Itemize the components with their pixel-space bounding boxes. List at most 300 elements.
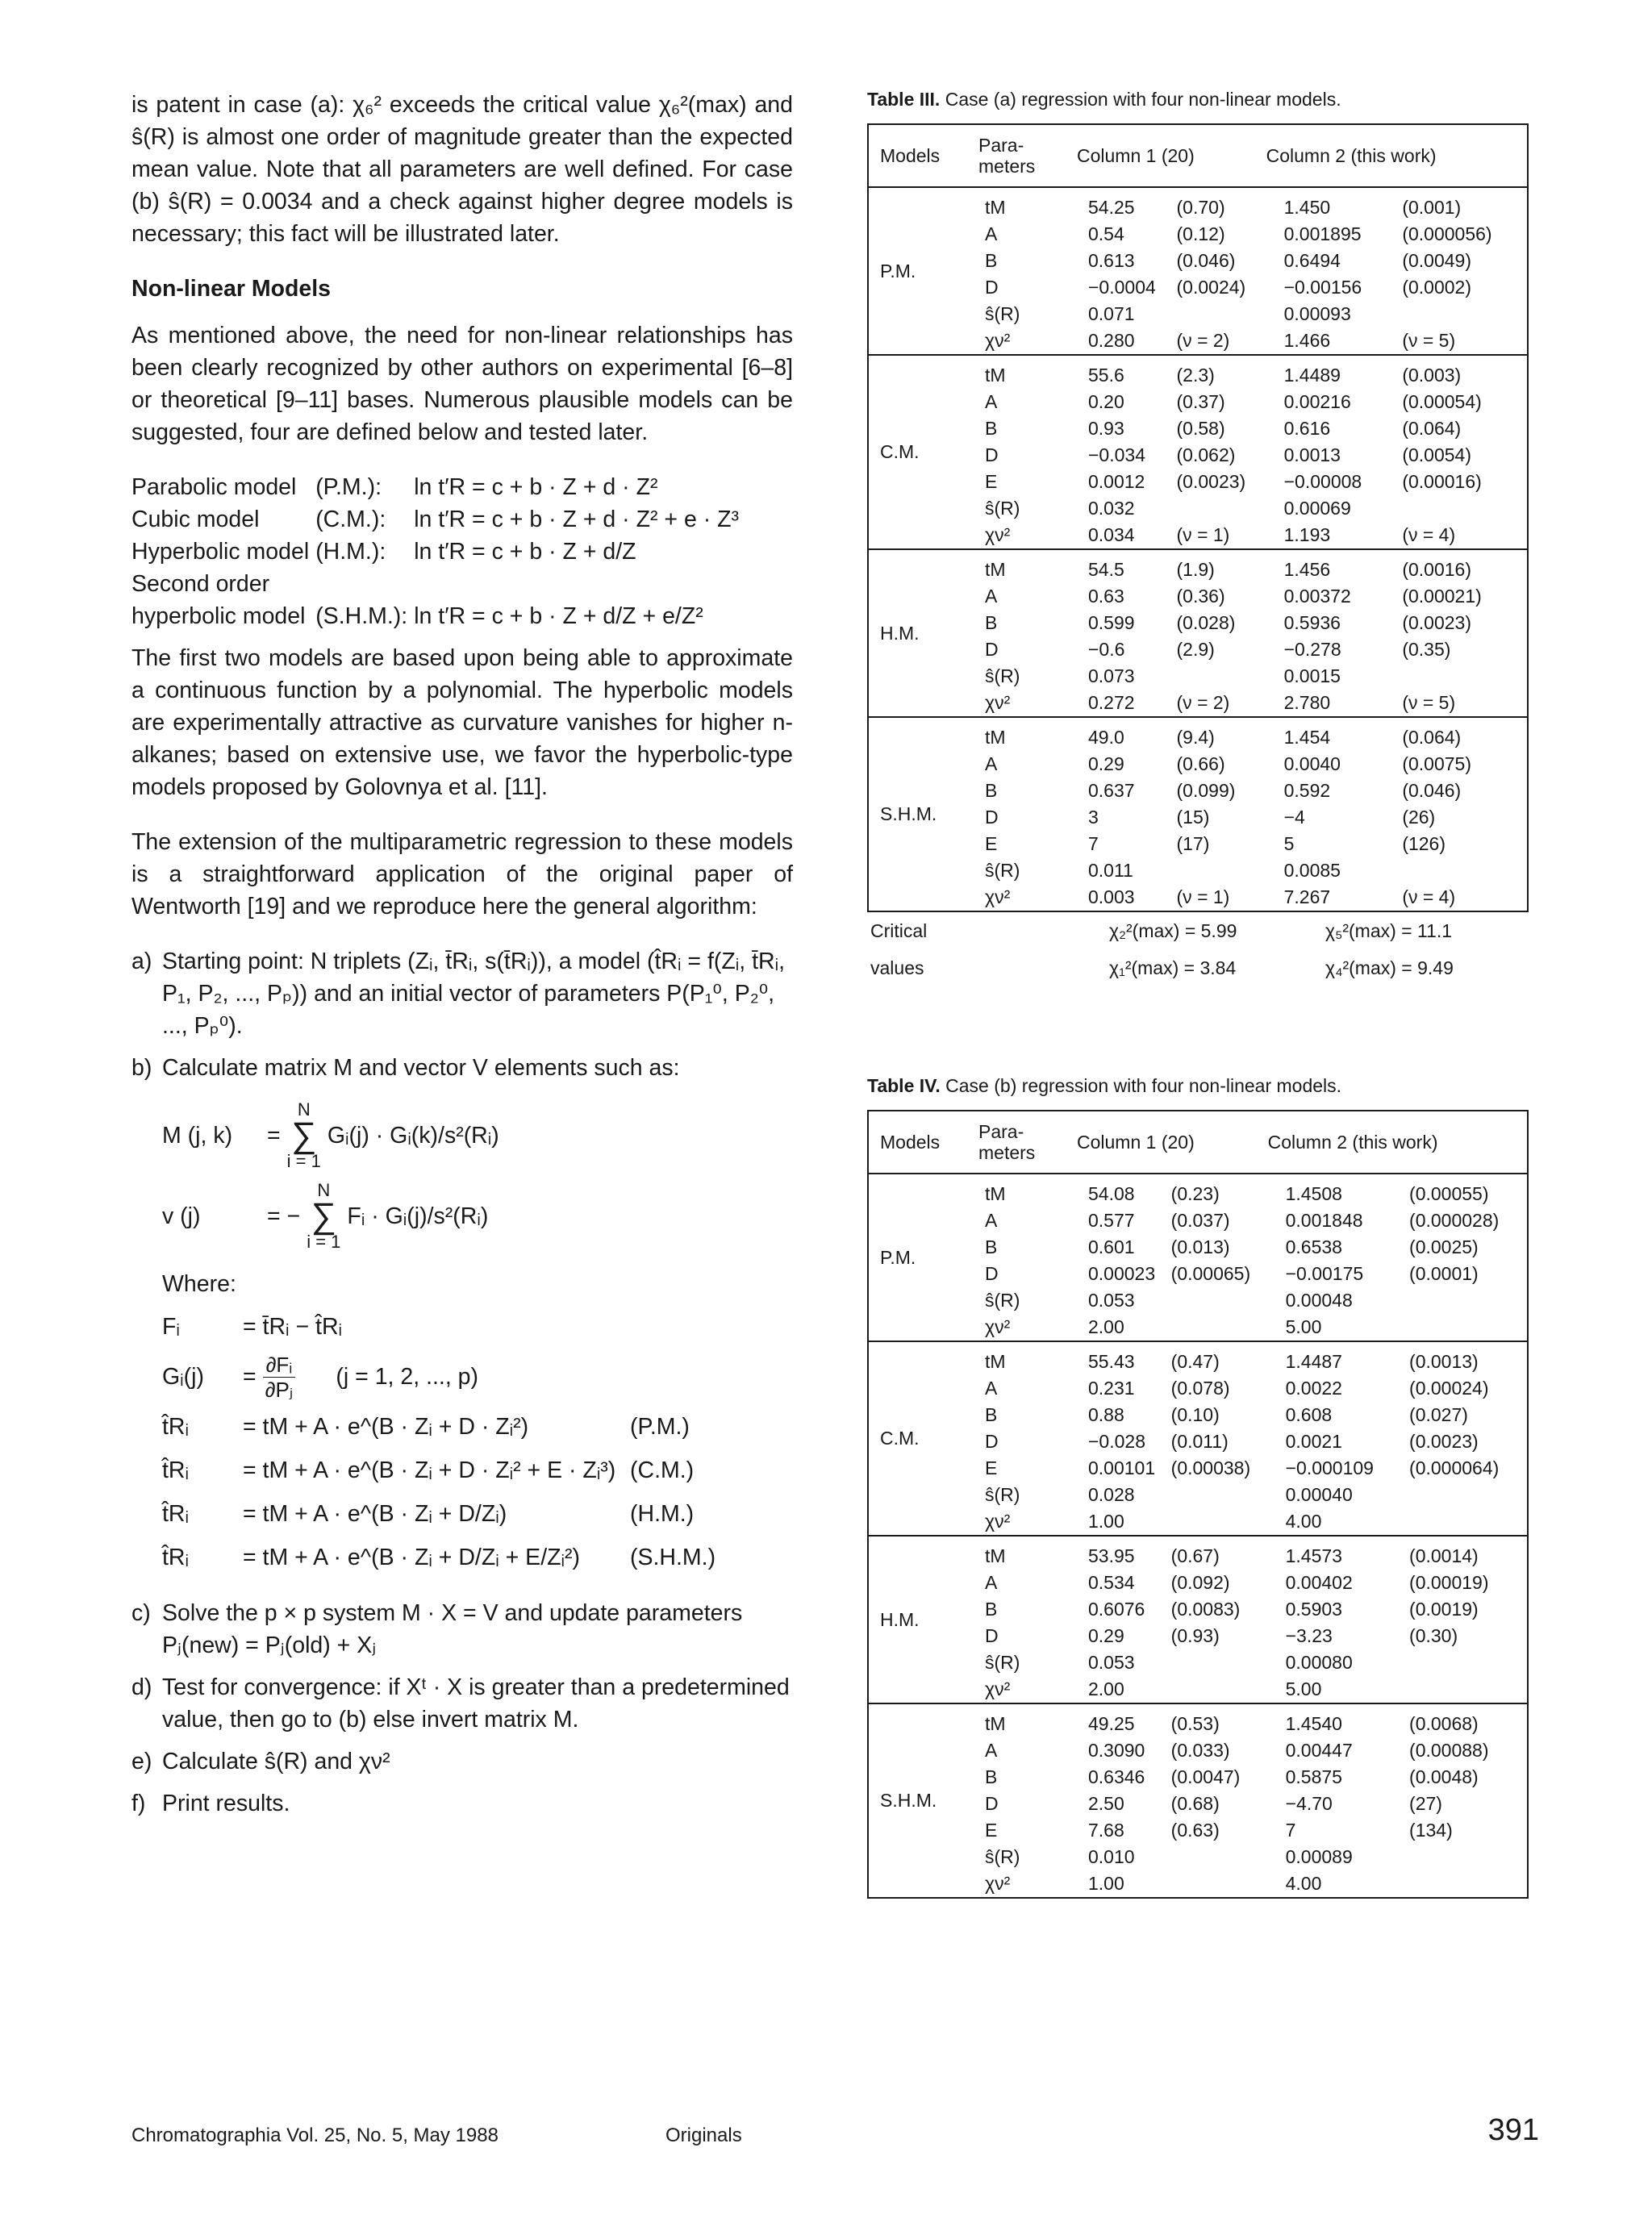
- sum-symbol: N ∑ i = 1: [286, 1099, 321, 1171]
- table-cell: [1174, 663, 1262, 690]
- table-cell: 0.5903: [1285, 1599, 1342, 1620]
- table-cell: E: [985, 1820, 998, 1841]
- table-cell: −0.028: [1088, 1431, 1145, 1452]
- column-header: Column 1 (20): [1072, 124, 1262, 187]
- journal-info: Chromatographia Vol. 25, No. 5, May 1988: [131, 2125, 499, 2146]
- column-header: Para- meters: [974, 1111, 1072, 1174]
- table-cell: A: [985, 1378, 998, 1399]
- table-cell: 0.280: [1088, 330, 1135, 351]
- table-cell: (0.0001): [1409, 1263, 1479, 1284]
- g-definition: Gᵢ(j) = $\frac{\text{∂Fᵢ}}{\text{∂Pⱼ}}$ (j = 1, 2, ..., p): [162, 1352, 478, 1402]
- table-cell: (ν = 4): [1402, 886, 1456, 907]
- table-cell: (9.4): [1174, 717, 1262, 751]
- table-cell: −0.00008: [1283, 471, 1362, 492]
- table-cell: 0.613: [1088, 250, 1135, 271]
- table-cell: χν²: [985, 330, 1011, 351]
- table-header-row: [868, 1111, 1528, 1174]
- table-cell: (0.033): [1170, 1740, 1230, 1761]
- table-cell: 1.4573: [1263, 1536, 1406, 1570]
- column-header: Models: [868, 1111, 974, 1174]
- table-cell: A: [985, 223, 998, 244]
- column-header: Column 2 (this work): [1262, 124, 1528, 187]
- table-cell: (15): [1176, 807, 1210, 828]
- table-cell: 5: [1283, 833, 1295, 854]
- table-cell: 0.608: [1285, 1404, 1333, 1425]
- table-cell: D: [985, 1431, 999, 1452]
- table-cell: (0.0025): [1409, 1236, 1479, 1257]
- table-cell: −0.000109: [1285, 1457, 1374, 1478]
- model-row: Hyperbolic model (H.M.): ln t′R = c + b · Z + d/Z: [131, 539, 636, 565]
- table-cell: 0.5875: [1285, 1766, 1342, 1787]
- table-cell: (0.078): [1170, 1378, 1230, 1399]
- table-cell: E: [985, 833, 998, 854]
- table-cell: χν²: [985, 1316, 1011, 1337]
- table-cell: −3.23: [1285, 1625, 1333, 1646]
- table-cell: 0.00093: [1283, 303, 1351, 324]
- table-cell: 0.053: [1088, 1290, 1135, 1311]
- table-cell: ŝ(R): [985, 1652, 1020, 1673]
- table-cell: 0.034: [1088, 524, 1135, 545]
- table-row: [868, 717, 1528, 751]
- table-cell: 0.032: [1088, 498, 1135, 519]
- table-cell: [1174, 857, 1262, 884]
- table-cell: (0.63): [1170, 1820, 1220, 1841]
- table-cell: 0.601: [1088, 1236, 1135, 1257]
- table-cell: 1.4508: [1285, 1183, 1342, 1204]
- table-cell: 49.0: [1072, 717, 1174, 751]
- table-cell: (0.66): [1176, 753, 1225, 774]
- table-cell: (0.37): [1176, 391, 1225, 412]
- table-cell: [1168, 1482, 1263, 1508]
- table-cell: [1406, 1870, 1528, 1898]
- table-cell: (0.0047): [1170, 1766, 1241, 1787]
- table-cell: 1.466: [1283, 330, 1331, 351]
- table-cell: [1399, 663, 1528, 690]
- table-cell: [1406, 1649, 1528, 1676]
- table-cell: [1168, 1870, 1263, 1898]
- table-cell: (0.000028): [1409, 1210, 1500, 1231]
- table-cell: χν²: [985, 886, 1011, 907]
- table-cell: 0.63: [1088, 586, 1124, 607]
- table-cell: E: [985, 1457, 998, 1478]
- t-equation: t̂Rᵢ = tM + A · e^(B · Zᵢ + D/Zᵢ + E/Zᵢ²) (S.H.M.): [162, 1545, 716, 1570]
- model-cell: H.M.: [868, 1536, 974, 1703]
- table-cell: [1174, 301, 1262, 327]
- table-cell: (0.0023): [1402, 612, 1471, 633]
- table-cell: (ν = 4): [1402, 524, 1456, 545]
- table-cell: (0.003): [1399, 355, 1528, 389]
- table-cell: (ν = 5): [1402, 330, 1456, 351]
- table-cell: (1.9): [1174, 549, 1262, 583]
- right-column: [867, 89, 1537, 1899]
- table-cell: −0.034: [1088, 444, 1145, 465]
- table-cell: (0.00065): [1170, 1263, 1251, 1284]
- table-cell: ŝ(R): [985, 860, 1020, 881]
- table-cell: (0.064): [1402, 418, 1462, 439]
- table-cell: (0.00019): [1409, 1572, 1489, 1593]
- table-cell: 1.193: [1283, 524, 1331, 545]
- table-cell: (0.0024): [1176, 277, 1246, 298]
- table-cell: 0.599: [1088, 612, 1135, 633]
- table-cell: D: [985, 444, 999, 465]
- table-cell: −4.70: [1285, 1793, 1333, 1814]
- t-equation: t̂Rᵢ = tM + A · e^(B · Zᵢ + D · Zᵢ²) (P.M.): [162, 1414, 690, 1440]
- table-cell: 0.0085: [1283, 860, 1341, 881]
- table-cell: (0.35): [1402, 639, 1451, 660]
- table-cell: 1.4540: [1263, 1703, 1406, 1737]
- table-cell: tM: [974, 717, 1072, 751]
- table-cell: [1168, 1676, 1263, 1703]
- table-cell: 7.68: [1088, 1820, 1124, 1841]
- step-e: e) Calculate ŝ(R) and χν²: [131, 1749, 390, 1774]
- table-cell: (0.037): [1170, 1210, 1230, 1231]
- table-cell: A: [985, 1572, 998, 1593]
- table-cell: (27): [1409, 1793, 1442, 1814]
- table-cell: (134): [1409, 1820, 1453, 1841]
- table-cell: 1.4489: [1262, 355, 1400, 389]
- table-cell: (0.23): [1170, 1183, 1220, 1204]
- table-cell: χν²: [985, 1678, 1011, 1699]
- table-cell: 0.3090: [1088, 1740, 1145, 1761]
- table-cell: (ν = 2): [1176, 692, 1230, 713]
- table-cell: (0.000056): [1402, 223, 1492, 244]
- step-d: d) Test for convergence: if Xᵗ · X is greater than a predetermined value, then go to (b) else invert matrix M.: [131, 1674, 790, 1733]
- definitions: [131, 1305, 793, 1579]
- left-column: [131, 89, 793, 1829]
- table-cell: B: [985, 1236, 998, 1257]
- table-row: [868, 1536, 1528, 1570]
- table-cell: (ν = 2): [1176, 330, 1230, 351]
- table-row: [868, 187, 1528, 221]
- table-cell: (0.53): [1168, 1703, 1263, 1737]
- table-cell: tM: [985, 197, 1006, 218]
- table-cell: (0.0016): [1399, 549, 1528, 583]
- table-cell: 1.4487: [1263, 1341, 1406, 1375]
- table-cell: −0.00156: [1283, 277, 1362, 298]
- table-cell: ŝ(R): [985, 1846, 1020, 1867]
- table-cell: 1.00: [1088, 1511, 1124, 1532]
- table-cell: (0.0048): [1409, 1766, 1479, 1787]
- table-cell: [1399, 301, 1528, 327]
- table-cell: ŝ(R): [985, 665, 1020, 686]
- table-cell: [1168, 1508, 1263, 1536]
- table-cell: (0.0075): [1402, 753, 1471, 774]
- table-cell: 0.6346: [1088, 1766, 1145, 1787]
- column-header: Models: [868, 124, 974, 187]
- table-cell: (0.000064): [1409, 1457, 1500, 1478]
- table-cell: B: [985, 780, 998, 801]
- table-cell: χν²: [985, 1511, 1011, 1532]
- table-cell: 54.08: [1088, 1183, 1135, 1204]
- table-cell: [1168, 1314, 1263, 1341]
- table-cell: χν²: [985, 524, 1011, 545]
- table-cell: 0.20: [1088, 391, 1124, 412]
- table-cell: D: [985, 277, 999, 298]
- model-row: Parabolic model (P.M.): ln t′R = c + b · Z + d · Z²: [131, 474, 658, 500]
- table-cell: (0.58): [1176, 418, 1225, 439]
- table-cell: (2.9): [1176, 639, 1215, 660]
- m-formula: M (j, k) = N ∑ i = 1 Gᵢ(j) · Gᵢ(k)/s²(Rᵢ): [162, 1099, 499, 1171]
- table-cell: D: [985, 1625, 999, 1646]
- table-cell: 0.00402: [1285, 1572, 1353, 1593]
- t-equation: t̂Rᵢ = tM + A · e^(B · Zᵢ + D · Zᵢ² + E · Zᵢ³) (C.M.): [162, 1457, 695, 1483]
- table-cell: 0.6076: [1088, 1599, 1145, 1620]
- table-cell: 2.50: [1088, 1793, 1124, 1814]
- table-cell: ŝ(R): [985, 303, 1020, 324]
- table-cell: 0.0021: [1285, 1431, 1342, 1452]
- table-cell: [1406, 1844, 1528, 1870]
- table-cell: (17): [1176, 833, 1210, 854]
- table-cell: [1406, 1482, 1528, 1508]
- table-cell: tM: [974, 1536, 1072, 1570]
- table-cell: tM: [974, 1341, 1072, 1375]
- table-cell: (0.0049): [1402, 250, 1471, 271]
- table-cell: tM: [974, 355, 1072, 389]
- model-cell: S.H.M.: [868, 1703, 974, 1898]
- table-cell: 0.00216: [1283, 391, 1351, 412]
- table-cell: 0.010: [1088, 1846, 1135, 1867]
- table-cell: (0.00024): [1409, 1378, 1489, 1399]
- table-cell: 0.00069: [1283, 498, 1351, 519]
- column-header: Column 1 (20): [1072, 1111, 1263, 1174]
- table-cell: ŝ(R): [985, 1484, 1020, 1505]
- table-cell: 5.00: [1285, 1316, 1322, 1337]
- table-cell: (0.0068): [1406, 1703, 1528, 1737]
- table-cell: 0.073: [1088, 665, 1135, 686]
- table-cell: D: [985, 807, 999, 828]
- table-cell: 0.6538: [1285, 1236, 1342, 1257]
- table-cell: 0.071: [1088, 303, 1135, 324]
- table-cell: (0.0023): [1409, 1431, 1479, 1452]
- table-row: [868, 549, 1528, 583]
- table-cell: B: [985, 1766, 998, 1787]
- table-cell: 1.450: [1283, 197, 1331, 218]
- table-cell: 0.00447: [1285, 1740, 1353, 1761]
- table-cell: 0.001895: [1283, 223, 1362, 244]
- table-cell: 0.272: [1088, 692, 1135, 713]
- table-cell: (0.0083): [1170, 1599, 1241, 1620]
- table-cell: ŝ(R): [985, 1290, 1020, 1311]
- table-cell: [1168, 1844, 1263, 1870]
- step-f: f) Print results.: [131, 1791, 290, 1816]
- table-cell: 53.95: [1072, 1536, 1168, 1570]
- table-cell: (0.092): [1170, 1572, 1230, 1593]
- table-cell: (ν = 1): [1176, 886, 1230, 907]
- where-label: Where:: [162, 1271, 236, 1297]
- table-cell: B: [985, 250, 998, 271]
- table-cell: 49.25: [1072, 1703, 1168, 1737]
- model-cell: S.H.M.: [868, 717, 974, 911]
- table-row: [868, 1341, 1528, 1375]
- table-cell: (0.70): [1176, 197, 1225, 218]
- model-definitions: [131, 471, 745, 632]
- t-equation: t̂Rᵢ = tM + A · e^(B · Zᵢ + D/Zᵢ) (H.M.): [162, 1501, 695, 1527]
- table-cell: (0.046): [1176, 250, 1236, 271]
- section-name: Originals: [665, 2125, 742, 2146]
- table-cell: tM: [974, 549, 1072, 583]
- table-cell: 0.88: [1088, 1404, 1124, 1425]
- table-cell: [1168, 1649, 1263, 1676]
- paragraph-algorithm: The extension of the multiparametric regression to these models is a straightforward application of the original paper of Wentworth [19] and we reproduce here the general algorithm:: [131, 829, 793, 919]
- table-header-row: [868, 124, 1528, 187]
- page-number: 391: [1487, 2113, 1539, 2147]
- table-cell: [1399, 495, 1528, 522]
- table-cell: (2.3): [1174, 355, 1262, 389]
- table-cell: 7: [1285, 1820, 1296, 1841]
- table4: [867, 1110, 1529, 1899]
- table-cell: A: [985, 1210, 998, 1231]
- table-cell: −0.6: [1088, 639, 1125, 660]
- step-a: a) Starting point: N triplets (Zᵢ, t̄Rᵢ, s(t̄Rᵢ)), a model (t̂Rᵢ = f(Zᵢ, t̄Rᵢ, P₁, P₂, ..., Pₚ)) and an initial vector of parameters P(P₁⁰, P₂⁰, ..., Pₚ⁰).: [131, 949, 786, 1039]
- table-cell: (0.00054): [1402, 391, 1482, 412]
- table-cell: 1.454: [1262, 717, 1400, 751]
- table-cell: B: [985, 1404, 998, 1425]
- table-cell: (0.00038): [1170, 1457, 1251, 1478]
- table-cell: B: [985, 418, 998, 439]
- step-b: b) Calculate matrix M and vector V elements such as:: [131, 1055, 680, 1081]
- table-cell: [1174, 495, 1262, 522]
- table-cell: 0.028: [1088, 1484, 1135, 1505]
- table-cell: (0.046): [1402, 780, 1462, 801]
- model-row: Second order: [131, 571, 270, 597]
- table-cell: A: [985, 1740, 998, 1761]
- step-c: c) Solve the p × p system M · X = V and update parameters Pⱼ(new) = Pⱼ(old) + Xⱼ: [131, 1600, 743, 1658]
- model-cell: P.M.: [880, 260, 916, 281]
- critical-values: Critical χ₂²(max) = 5.99 χ₅²(max) = 11.1 values χ₁²(max) = 3.84 χ₄²(max) = 9.49: [870, 920, 1454, 978]
- table-cell: (ν = 5): [1402, 692, 1456, 713]
- table-cell: 0.592: [1283, 780, 1331, 801]
- table-cell: 0.011: [1088, 860, 1133, 881]
- table-row: [868, 1703, 1528, 1737]
- section-heading: Non-linear Models: [131, 276, 332, 302]
- table-cell: 2.780: [1283, 692, 1331, 713]
- table-cell: 0.00048: [1285, 1290, 1353, 1311]
- column-header: Para- meters: [974, 124, 1072, 187]
- table-row: [868, 1174, 1528, 1207]
- paragraph-intro: is patent in case (a): χ₆² exceeds the critical value χ₆²(max) and ŝ(R) is almost one order of magnitude greater than the expected mean value. Note that all parameters are well defined. For case (b) ŝ(R) = 0.0034 and a check against higher degree models is necessary; this fact will be illustrated later.: [131, 92, 793, 247]
- table-cell: 0.534: [1088, 1572, 1135, 1593]
- table-cell: (0.0014): [1406, 1536, 1528, 1570]
- table-cell: 0.00040: [1285, 1484, 1353, 1505]
- f-definition: Fᵢ = t̄Rᵢ − t̂Rᵢ: [162, 1314, 343, 1340]
- table-cell: 0.93: [1088, 418, 1124, 439]
- table-cell: B: [985, 612, 998, 633]
- table-cell: [1168, 1287, 1263, 1314]
- table-cell: χν²: [985, 692, 1011, 713]
- table-cell: 54.25: [1088, 197, 1135, 218]
- table-cell: (0.93): [1170, 1625, 1220, 1646]
- table-cell: 54.5: [1072, 549, 1174, 583]
- table-cell: 0.00372: [1283, 586, 1351, 607]
- model-row: Cubic model (C.M.): ln t′R = c + b · Z + d · Z² + e · Z³: [131, 507, 740, 532]
- table-cell: −0.00175: [1285, 1263, 1364, 1284]
- table-cell: tM: [985, 1183, 1006, 1204]
- table-cell: 0.003: [1088, 886, 1135, 907]
- table3: [867, 123, 1529, 912]
- table-cell: A: [985, 753, 998, 774]
- table-cell: 0.00089: [1285, 1846, 1353, 1867]
- table-cell: −0.0004: [1088, 277, 1156, 298]
- table-cell: [1406, 1508, 1528, 1536]
- table-cell: (0.12): [1176, 223, 1225, 244]
- model-cell: C.M.: [868, 355, 974, 549]
- table-cell: (0.064): [1399, 717, 1528, 751]
- table-cell: (0.36): [1176, 586, 1225, 607]
- table-cell: (26): [1402, 807, 1436, 828]
- table-cell: (0.00055): [1409, 1183, 1489, 1204]
- table-cell: (0.013): [1170, 1236, 1230, 1257]
- model-row: hyperbolic model (S.H.M.): ln t′R = c + b · Z + d/Z + e/Z²: [131, 603, 703, 629]
- table-cell: (0.67): [1168, 1536, 1263, 1570]
- table-cell: (0.062): [1176, 444, 1236, 465]
- table-cell: 2.00: [1088, 1678, 1124, 1699]
- table-cell: 1.456: [1262, 549, 1400, 583]
- table-cell: 0.577: [1088, 1210, 1135, 1231]
- table-cell: 7: [1088, 833, 1099, 854]
- table-cell: tM: [974, 1703, 1072, 1737]
- page-footer: [131, 2113, 1539, 2162]
- sum-symbol: N ∑ i = 1: [307, 1180, 341, 1252]
- table-cell: A: [985, 391, 998, 412]
- table-cell: 0.0015: [1283, 665, 1341, 686]
- table-cell: 7.267: [1283, 886, 1331, 907]
- table-cell: 2.00: [1088, 1316, 1124, 1337]
- table-cell: 0.29: [1088, 1625, 1124, 1646]
- table-cell: (0.027): [1409, 1404, 1468, 1425]
- partial-fraction: $\frac{\text{∂Fᵢ}}{\text{∂Pⱼ}}$: [263, 1353, 296, 1402]
- table-cell: 0.0013: [1283, 444, 1341, 465]
- table-cell: (0.001): [1402, 197, 1462, 218]
- table-cell: 0.001848: [1285, 1210, 1363, 1231]
- table-cell: ŝ(R): [985, 498, 1020, 519]
- table-cell: 0.616: [1283, 418, 1331, 439]
- table-cell: χν²: [985, 1873, 1011, 1894]
- v-formula: v (j) = − N ∑ i = 1 Fᵢ · Gᵢ(j)/s²(Rᵢ): [162, 1180, 489, 1252]
- table-cell: 0.637: [1088, 780, 1135, 801]
- table-cell: (0.30): [1409, 1625, 1458, 1646]
- table-cell: 0.053: [1088, 1652, 1135, 1673]
- table-cell: D: [985, 1793, 999, 1814]
- table-cell: [1399, 857, 1528, 884]
- paragraph-polynomial: The first two models are based upon being able to approximate a continuous function by a polynomial. The hyperbolic models are experimentally attractive as curvature vanishes for higher n-alkanes; based on extensive use, we favor the hyperbolic-type models proposed by Golovnya et al. [11].: [131, 645, 793, 800]
- table-cell: (0.028): [1176, 612, 1236, 633]
- table-cell: (0.0013): [1406, 1341, 1528, 1375]
- table-cell: D: [985, 1263, 999, 1284]
- table-cell: 0.00101: [1088, 1457, 1156, 1478]
- table4-caption: Table IV. Case (b) regression with four non-linear models.: [867, 1075, 1342, 1096]
- table-cell: [1406, 1676, 1528, 1703]
- model-cell: C.M.: [868, 1341, 974, 1536]
- table-cell: (0.0019): [1409, 1599, 1479, 1620]
- table-cell: 55.6: [1072, 355, 1174, 389]
- table-cell: (0.68): [1170, 1793, 1220, 1814]
- table-cell: (0.0002): [1402, 277, 1471, 298]
- table-cell: (ν = 1): [1176, 524, 1230, 545]
- table-cell: 0.54: [1088, 223, 1124, 244]
- table-cell: D: [985, 639, 999, 660]
- table-cell: 55.43: [1072, 1341, 1168, 1375]
- model-cell: H.M.: [868, 549, 974, 717]
- table-cell: 0.6494: [1283, 250, 1341, 271]
- table-cell: (0.00088): [1409, 1740, 1489, 1761]
- table-cell: 0.29: [1088, 753, 1124, 774]
- table-cell: 3: [1088, 807, 1099, 828]
- table-cell: (0.0023): [1176, 471, 1246, 492]
- table3-caption: Table III. Case (a) regression with four non-linear models.: [867, 89, 1341, 110]
- table-cell: (0.00016): [1402, 471, 1482, 492]
- table-cell: 5.00: [1285, 1678, 1322, 1699]
- table-cell: (126): [1402, 833, 1446, 854]
